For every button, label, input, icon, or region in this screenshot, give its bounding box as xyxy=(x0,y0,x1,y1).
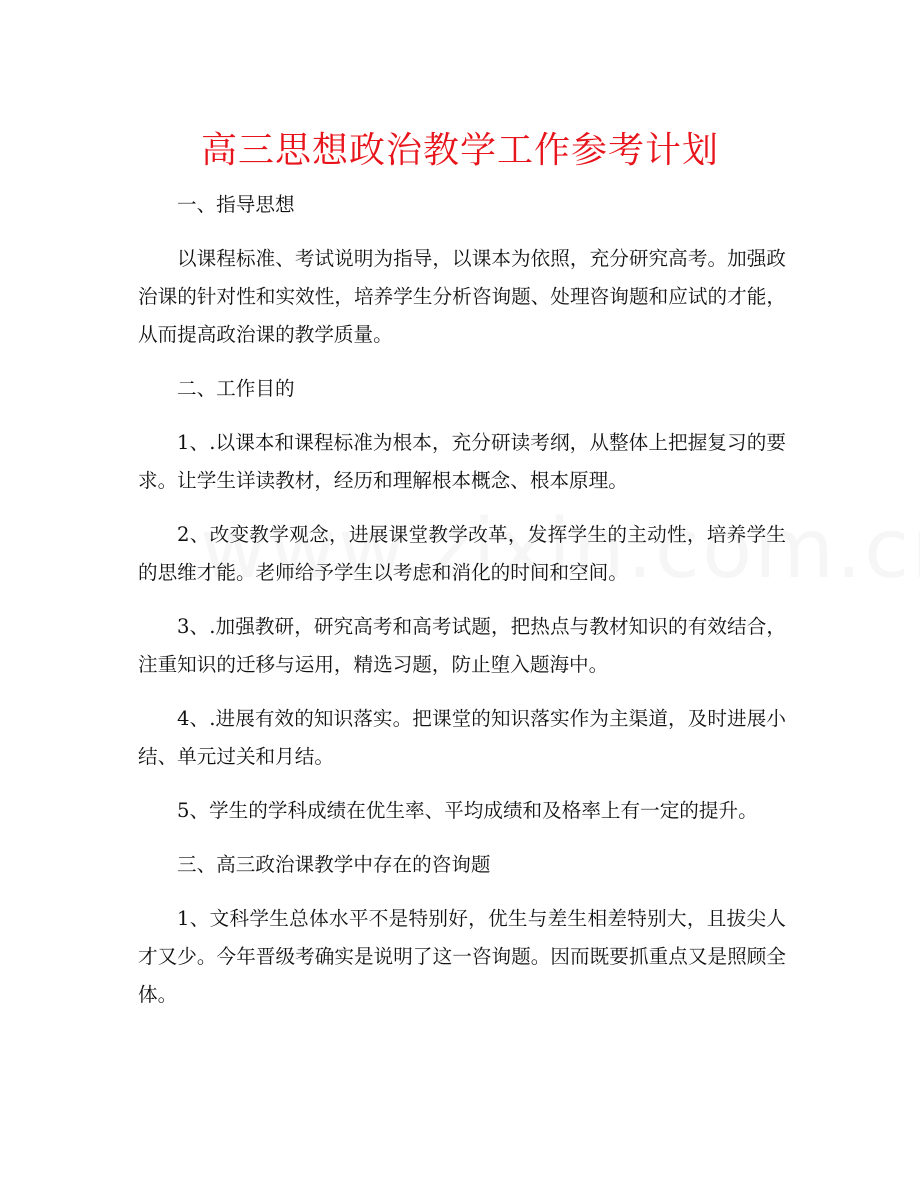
list-item: 5、学生的学科成绩在优生率、平均成绩和及格率上有一定的提升。 xyxy=(177,799,758,822)
list-item: 1、文科学生总体水平不是特别好，优生与差生相差特别大，且拔尖人才又少。今年晋级考确实是说明了这一咨询题。因而既要抓重点又是照顾全体。 xyxy=(138,907,786,1006)
section-heading-problems: 三、高三政治课教学中存在的咨询题 xyxy=(177,853,491,876)
paragraph: 以课程标准、考试说明为指导，以课本为依照，充分研究高考。加强政治课的针对性和实效性，培养学生分析咨询题、处理咨询题和应试的才能，从而提高政治课的教学质量。 xyxy=(138,247,786,346)
section-heading-guiding-thought: 一、指导思想 xyxy=(177,193,295,216)
document-title: 高三思想政治教学工作参考计划 xyxy=(200,130,719,171)
list-item: 3、.加强教研，研究高考和高考试题，把热点与教材知识的有效结合，注重知识的迁移与运用，精选习题，防止堕入题海中。 xyxy=(138,615,786,676)
list-item: 4、.进展有效的知识落实。把课堂的知识落实作为主渠道，及时进展小结、单元过关和月结。 xyxy=(138,707,786,768)
document-body xyxy=(138,186,786,1030)
section-heading-work-goals: 二、工作目的 xyxy=(177,377,295,400)
list-item: 2、改变教学观念，进展课堂教学改革，发挥学生的主动性，培养学生的思维才能。老师给予学生以考虑和消化的时间和空间。 xyxy=(138,523,786,584)
list-item: 1、.以课本和课程标准为根本，充分研读考纲，从整体上把握复习的要求。让学生详读教材，经历和理解根本概念、根本原理。 xyxy=(138,431,786,492)
